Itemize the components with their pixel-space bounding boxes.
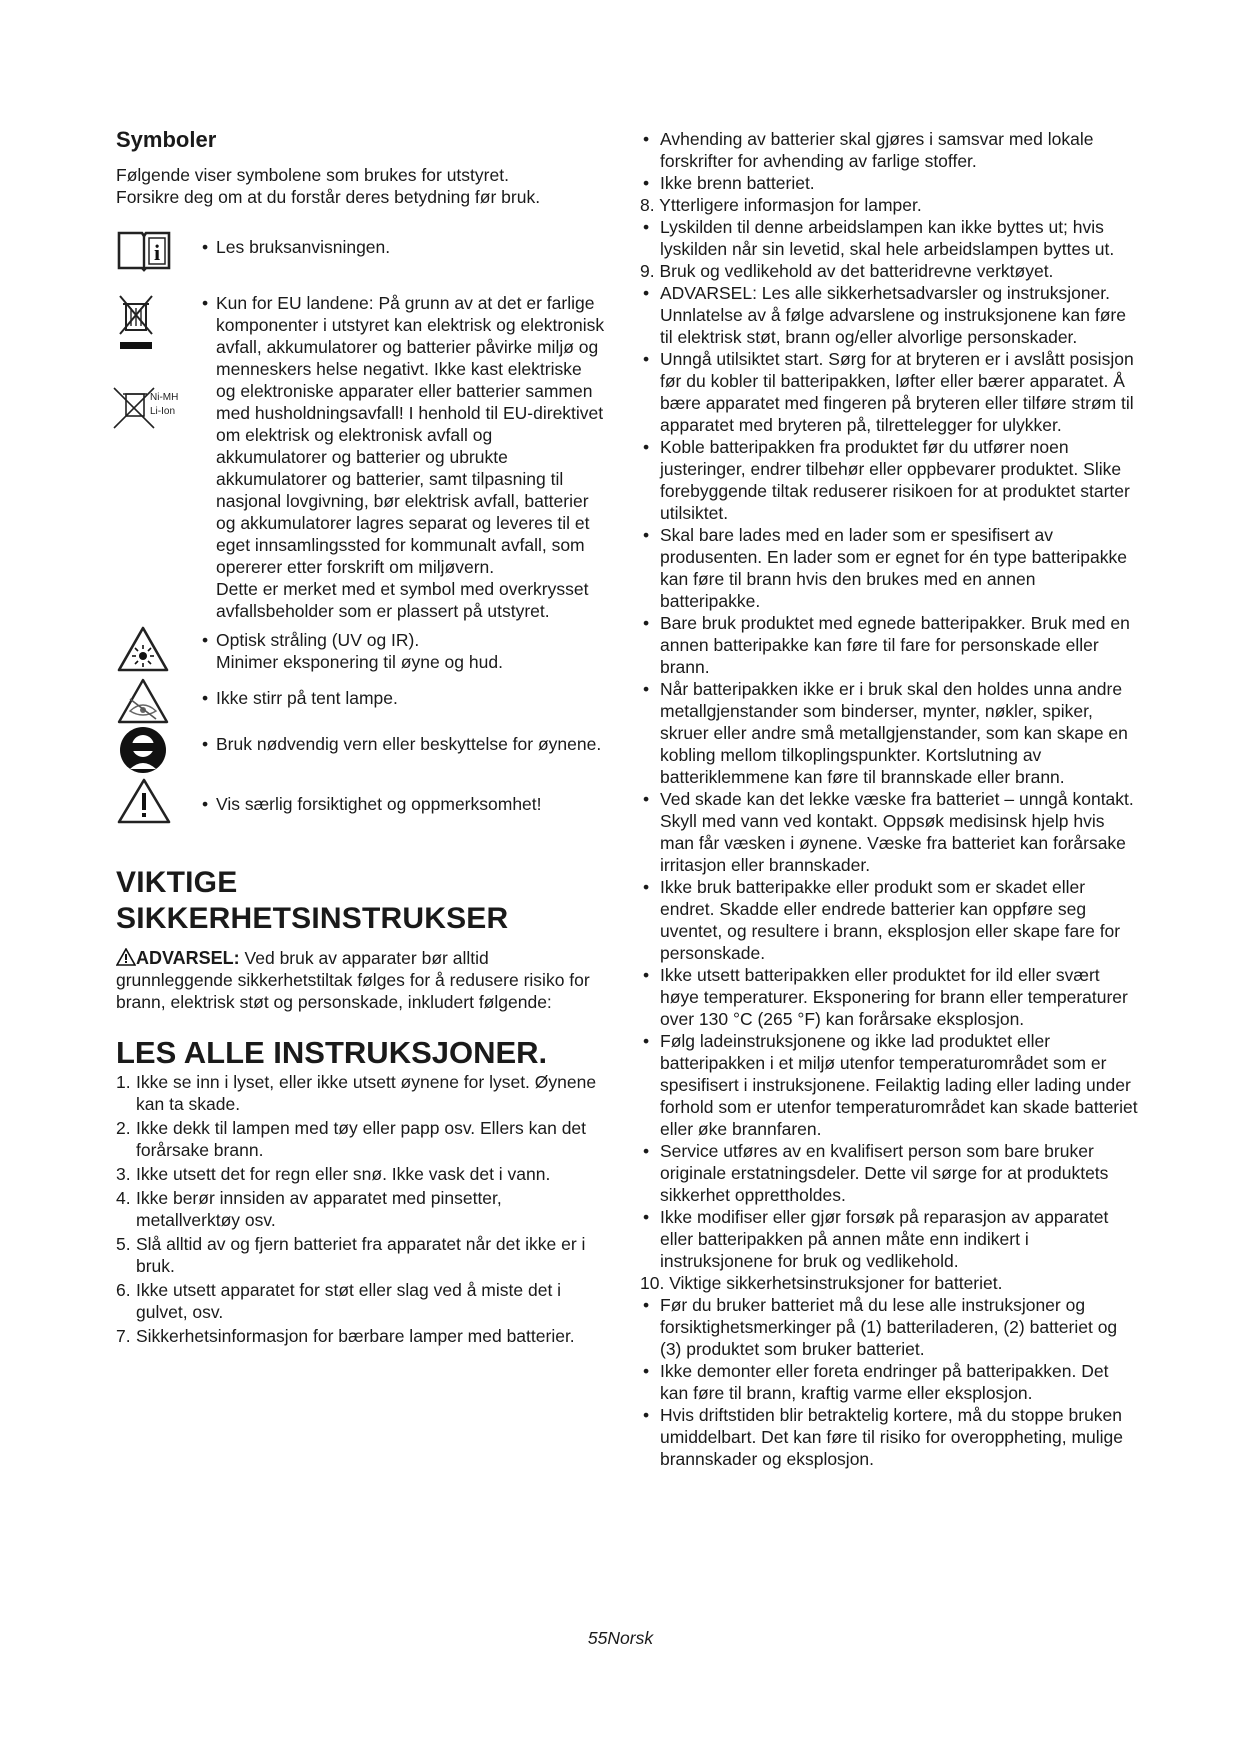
list-item: • Lyskilden til denne arbeidslampen kan ikke byttes ut; hvis lyskilden når sin levetid, skal hele arbeidslampen byttes ut. (640, 216, 1140, 260)
symbols-heading: Symboler (116, 127, 217, 152)
symbols-intro-2: Forsikre deg om at du forstår deres betydning før bruk. (116, 187, 541, 207)
safety-section (116, 865, 606, 1347)
list-item: • Når batteripakken ikke er i bruk skal den holdes unna andre metallgjenstander som binderser, mynter, nøkler, spiker, skruer eller andre små metallgjenstander, som kan skape en kobling mellom tilkoplingspunkter. Kortslutning av batteriklemmene kan føre til brannskade eller brann. (640, 678, 1140, 788)
symbol-text-eyeprot: Bruk nødvendig vern eller beskyttelse for øynene. (216, 734, 602, 754)
eye-protection-icon (118, 725, 168, 775)
warning-inline-icon (116, 948, 136, 966)
list-item: • Ikke demonter eller foreta endringer på batteripakken. Det kan føre til brann, kraftig varme eller eksplosjon. (640, 1360, 1140, 1404)
page-number: 55 (587, 1628, 608, 1648)
list-item: • Avhending av batterier skal gjøres i samsvar med lokale forskrifter for avhending av farlige stoffer. (640, 128, 1140, 172)
list-item: • Følg ladeinstruksjonene og ikke lad produktet eller batteripakken i et miljø utenfor temperaturområdet som er spesifisert i instruksjonene. Feilaktig lading eller lading under forhold som er utenfor temperaturområdet kan skade batteriet eller øke brannfaren. (640, 1030, 1140, 1140)
safety-heading-2: SIKKERHETSINSTRUKSER (116, 902, 509, 935)
list-item: • Skal bare lades med en lader som er spesifisert av produsenten. En lader som er egnet for én type batteripakke kan føre til brann hvis den brukes med en annen batteripakke. (640, 524, 1140, 612)
list-item: 4. Ikke berør innsiden av apparatet med pinsetter, metallverktøy osv. (116, 1188, 502, 1230)
symbol-text-manual: Les bruksanvisningen. (216, 237, 391, 257)
symbol-row-eyeprot: • Bruk nødvendig vern eller beskyttelse for øynene. (116, 733, 606, 783)
list-item: • Ikke bruk batteripakke eller produkt som er skadet eller endret. Skadde eller endrede batterier kan oppføre seg uventet, og resultere i brann, eksplosjon eller skape fare for personskade. (640, 876, 1140, 964)
crossed-bin-icon (116, 292, 156, 352)
list-item: • Service utføres av en kvalifisert person som bare bruker originale erstatningsdeler. Dette vil sørge for at produktets sikkerhet opprettholdes. (640, 1140, 1140, 1206)
symbol-text-optical-2: Minimer eksponering til øyne og hud. (216, 652, 503, 672)
section-heading: 8. Ytterligere informasjon for lamper. (640, 195, 922, 215)
symbol-text-warning: Vis særlig forsiktighet og oppmerksomhet! (216, 794, 542, 814)
no-stare-icon (116, 677, 170, 725)
right-column (640, 128, 1140, 1470)
battery-label-liion: Li-Ion (150, 406, 176, 417)
list-item: • Ved skade kan det lekke væske fra batteriet – unngå kontakt. Skyll med vann ved kontakt. Oppsøk medisinsk hjelp hvis man får væsken i øynene. Væske fra batteriet kan forårsake irritasjon eller brannskader. (640, 788, 1140, 876)
list-item: • Ikke utsett batteripakken eller produktet for ild eller svært høye temperaturer. Eksponering for brann eller temperaturer over 130 °C (265 °F) kan forårsake eksplosjon. (640, 964, 1140, 1030)
crossed-bin-battery-icon (108, 384, 186, 434)
list-item: 1. Ikke se inn i lyset, eller ikke utsett øynene for lyset. Øynene kan ta skade. (116, 1072, 597, 1114)
manual-book-icon (116, 228, 172, 272)
page-footer (0, 1628, 1241, 1649)
symbol-row-nostare: • Ikke stirr på tent lampe. (116, 687, 606, 721)
list-item: • Før du bruker batteriet må du lese alle instruksjoner og forsiktighetsmerkinger på (1) batteriladeren, (2) batteriet og (3) produktet som bruker batteriet. (640, 1294, 1140, 1360)
section-heading: 9. Bruk og vedlikehold av det batteridrevne verktøyet. (640, 261, 1054, 281)
safety-warning-paragraph (116, 947, 606, 1013)
list-item: • Unngå utilsiktet start. Sørg for at bryteren er i avslått posisjon før du kobler til batteripakken, løfter eller bærer apparatet. Å bære apparatet med fingeren på bryteren eller tilføre strøm til apparatet med bryteren på, tilrettelegger for ulykker. (640, 348, 1140, 436)
list-item: 2. Ikke dekk til lampen med tøy eller papp osv. Ellers kan det forårsake brann. (116, 1118, 587, 1160)
list-item: 5. Slå alltid av og fjern batteriet fra apparatet når det ikke er i bruk. (116, 1234, 586, 1276)
list-item: 7. Sikkerhetsinformasjon for bærbare lamper med batterier. (116, 1326, 575, 1346)
list-item: • Ikke modifiser eller gjør forsøk på reparasjon av apparatet eller batteripakken på annen måte enn indikert i instruksjonene for bruk og vedlikehold. (640, 1206, 1140, 1272)
list-item: 6. Ikke utsett apparatet for støt eller slag ved å miste det i gulvet, osv. (116, 1280, 562, 1322)
warning-label: ADVARSEL: (136, 948, 240, 968)
symbol-row-warning: • Vis særlig forsiktighet og oppmerksomhet! (116, 793, 606, 837)
symbols-list (116, 236, 606, 837)
list-item: 3. Ikke utsett det for regn eller snø. Ikke vask det i vann. (116, 1164, 551, 1184)
optical-radiation-icon (116, 625, 170, 673)
list-item: • Bare bruk produktet med egnede batteripakker. Bruk med en annen batteripakke kan føre til fare for personskade eller brann. (640, 612, 1140, 678)
list-item: • Hvis driftstiden blir betraktelig kortere, må du stoppe bruken umiddelbart. Det kan føre til risiko for overoppheting, mulige brannskader og eksplosjon. (640, 1404, 1140, 1470)
symbol-text-weee: Kun for EU landene: På grunn av at det er farlige komponenter i utstyret kan elektrisk og elektronisk avfall, akkumulatorer og batterier påvirke miljø og menneskers helse negativt. Ikke kast elektriske og elektroniske apparater eller batterier sammen med husholdningsavfall! I henhold til EU-direktivet om elektrisk og elektronisk avfall og akkumulatorer og batterier og ubrukte akkumulatorer og batterier, samt tilpasning til nasjonal lovgivning, bør elektrisk avfall, batterier og akkumulatorer lagres separat og leveres til et eget innsamlingssted for kommunalt avfall, som opererer etter forskrift om miljøvern. (216, 293, 605, 577)
warning-text: Ved bruk av apparater bør alltid grunnleggende sikkerhetstiltak følges for å redusere risiko for brann, elektrisk støt og personskade, inkludert følgende: (116, 948, 590, 1012)
read-all-heading: LES ALLE INSTRUKSJONER. (116, 1035, 548, 1070)
symbols-intro-1: Følgende viser symbolene som brukes for utstyret. (116, 165, 509, 185)
numbered-instructions (116, 1071, 606, 1347)
symbol-text-weee-2: Dette er merket med et symbol med overkrysset avfallsbeholder som er plassert på utstyret. (216, 579, 589, 621)
safety-heading-1: VIKTIGE (116, 866, 238, 899)
battery-label-nimh: Ni-MH (150, 392, 179, 403)
symbol-row-weee: Ni-MH Li-Ion • Kun for EU landene: På grunn av at det er farlige komponenter i utstyret kan elektrisk og elektronisk avfall, akkumulatorer og batterier påvirke miljø og menneskers helse negativt. Ikke kast elektriske og elektroniske apparater eller batterier sammen med husholdningsavfall! I henhold til EU-direktivet om elektrisk og elektronisk avfall og akkumulatorer og batterier og ubrukte akkumulatorer og batterier, samt tilpasning til nasjonal lovgivning, bør elektrisk avfall, batterier og akkumulatorer lagres separat og leveres til et eget innsamlingssted for kommunalt avfall, som opererer etter forskrift om miljøvern. Dette er merket med et symbol med overkrysset avfallsbeholder som er plassert på utstyret. (116, 292, 606, 622)
section-heading: 10. Viktige sikkerhetsinstruksjoner for batteriet. (640, 1273, 1003, 1293)
list-item: • Koble batteripakken fra produktet før du utfører noen justeringer, endrer tilbehør eller oppbevarer produktet. Slike forebyggende tiltak reduserer risikoen for at produktet starter utilsiktet. (640, 436, 1140, 524)
symbol-text-nostare: Ikke stirr på tent lampe. (216, 688, 398, 708)
page-language: Norsk (607, 1628, 654, 1648)
symbol-text-optical: Optisk stråling (UV og IR). (216, 630, 420, 650)
left-column (116, 126, 606, 1349)
symbol-row-manual: i • Les bruksanvisningen. (116, 236, 606, 286)
list-item: • Ikke brenn batteriet. (640, 172, 1140, 194)
warning-icon (116, 777, 172, 825)
svg-text:i: i (153, 240, 161, 265)
list-item: • ADVARSEL: Les alle sikkerhetsadvarsler og instruksjoner. Unnlatelse av å følge advarslene og instruksjonene kan føre til elektrisk støt, brann og/eller alvorlige personskader. (640, 282, 1140, 348)
symbol-row-optical: • Optisk stråling (UV og IR). Minimer eksponering til øyne og hud. (116, 629, 606, 673)
